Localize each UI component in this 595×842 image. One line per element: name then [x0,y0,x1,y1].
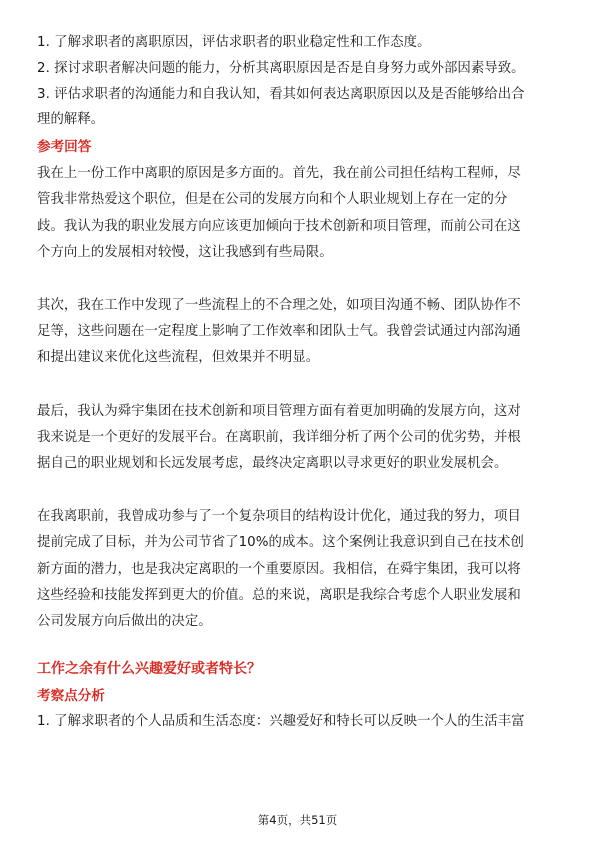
analysis-heading: 考察点分析 [37,688,105,705]
paragraph-line: 提前完成了目标，并为公司节省了10%的成本。这个案例让我意识到自己在技术创 [37,535,524,551]
assessment-list-top [37,30,559,133]
paragraph-line: 新方面的潜力，也是我决定离职的一个重要原因。我相信，在舜宇集团，我可以将 [37,561,521,577]
list-line: 3. 评估求职者的沟通能力和自我认知，看其如何表达离职原因以及是否能够给出合 [37,86,525,102]
paragraph-line: 其次，我在工作中发现了一些流程上的不合理之处，如项目沟通不畅、团队协作不 [37,298,521,313]
answer-paragraph [37,399,559,478]
paragraph-line: 我在上一份工作中离职的原因是多方面的。首先，我在前公司担任结构工程师，尽 [37,166,521,182]
paragraph-line: 和提出建议来优化这些流程，但效果并不明显。 [37,350,320,366]
list-line: 2. 探讨求职者解决问题的能力，分析其离职原因是否是自身努力或外部因素导致。 [37,60,525,76]
answer-paragraph [37,504,559,635]
question-title: 工作之余有什么兴趣爱好或者特长？ [37,661,261,678]
answer-body [37,161,559,635]
list-line: 1. 了解求职者的个人品质和生活态度：兴趣爱好和特长可以反映一个人的生活丰富 [37,714,525,730]
answer-paragraph [37,161,559,266]
answer-paragraph [37,293,559,372]
document-page [37,30,559,735]
paragraph-line: 歧。我认为我的职业发展方向应该更加倾向于技术创新和项目管理，而前公司在这 [37,218,521,234]
paragraph-line: 在我离职前，我曾成功参与了一个复杂项目的结构设计优化，通过我的努力，项目 [37,509,521,525]
assessment-list-bottom [37,709,559,735]
paragraph-line: 管我非常热爱这个职位，但是在公司的发展方向和个人职业规划上存在一定的分 [37,192,508,208]
list-line: 理的解释。 [37,112,105,128]
paragraph-line: 个方向上的发展相对较慢，这让我感到有些局限。 [37,244,333,260]
paragraph-line: 这些经验和技能发挥到更大的价值。总的来说，离职是我综合考虑个人职业发展和 [37,587,521,603]
paragraph-line: 足等，这些问题在一定程度上影响了工作效率和团队士气。我曾尝试通过内部沟通 [37,324,521,340]
paragraph-line: 公司发展方向后做出的决定。 [37,614,212,630]
paragraph-line: 我来说是一个更好的发展平台。在离职前，我详细分析了两个公司的优劣势，并根 [37,429,521,445]
page-footer: 第4页，共51页 [257,813,338,827]
paragraph-line: 据自己的职业规划和长远发展考虑，最终决定离职以寻求更好的职业发展机会。 [37,456,508,472]
paragraph-line: 最后，我认为舜宇集团在技术创新和项目管理方面有着更加明确的发展方向，这对 [37,403,521,419]
list-line: 1. 了解求职者的离职原因，评估求职者的职业稳定性和工作态度。 [37,35,431,50]
answer-heading: 参考回答 [37,139,92,156]
